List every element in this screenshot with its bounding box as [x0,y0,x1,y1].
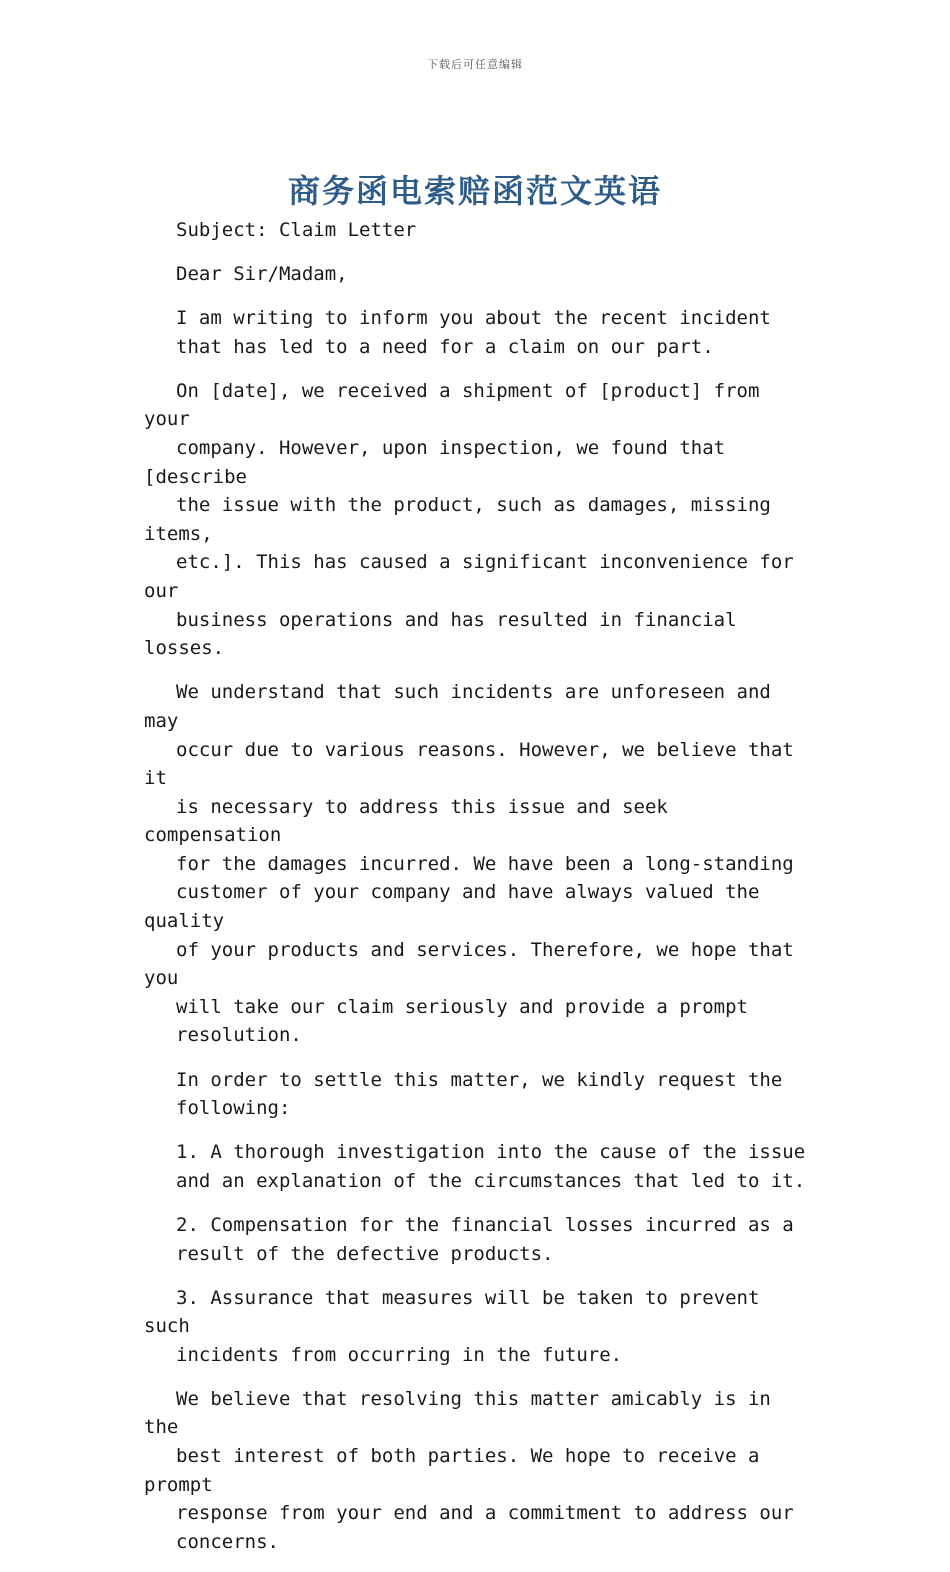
paragraph [144,377,814,663]
paragraph-line: 3. Assurance that measures will be taken to prevent such [144,1286,771,1338]
paragraph-line: resolution. [176,1024,302,1047]
paragraph-line: that has led to a need for a claim on our part. [176,335,714,358]
paragraph-line: will take our claim seriously and provide a prompt [176,995,748,1018]
paragraph-line: On [date], we received a shipment of [product] from your [144,379,771,431]
paragraph-line: 2. Compensation for the financial losses incurred as a [176,1213,794,1236]
paragraph-line: and an explanation of the circumstances that led to it. [176,1169,806,1192]
paragraph-line: occur due to various reasons. However, we believe that it [144,738,806,790]
paragraph-line: result of the defective products. [176,1242,554,1265]
paragraph [144,216,814,245]
document-title: 商务函电索赔函范文英语 [287,172,662,210]
paragraph-line: concerns. [176,1530,279,1553]
paragraph-line: business operations and has resulted in financial losses. [144,608,748,660]
paragraph [144,678,814,1050]
paragraph [144,1284,814,1370]
paragraph-line: the issue with the product, such as damages, missing items, [144,494,783,545]
paragraph-line: response from your end and a commitment to address our [176,1502,794,1525]
header-note: 下载后可任意编辑 [427,58,523,71]
paragraph [144,1138,814,1195]
paragraph-line: etc.]. This has caused a significant inconvenience for our [144,551,806,603]
paragraph [144,1211,814,1268]
paragraph-line: incidents from occurring in the future. [176,1343,623,1366]
paragraph-line: We believe that resolving this matter amicably is in the [144,1387,783,1439]
paragraph-line: customer of your company and have always valued the quality [144,881,771,933]
paragraph-line: I am writing to inform you about the recent incident [176,307,771,330]
paragraph-line: We understand that such incidents are unforeseen and may [144,681,783,732]
paragraph-line: following: [176,1097,291,1120]
paragraph [144,260,814,289]
paragraph [144,304,814,361]
paragraph-line: for the damages incurred. We have been a long-standing [176,852,794,875]
paragraph-line: 1. A thorough investigation into the cause of the issue [176,1141,806,1164]
paragraph-line: Subject: Claim Letter [176,219,417,241]
paragraph [144,1066,814,1123]
paragraph-line: In order to settle this matter, we kindly request the [176,1068,783,1091]
paragraph-line: company. However, upon inspection, we found that [describe [144,437,737,488]
paragraph-line: Dear Sir/Madam, [176,263,348,286]
document-body [144,216,814,1572]
paragraph [144,1385,814,1557]
paragraph-line: best interest of both parties. We hope to receive a prompt [144,1445,771,1496]
paragraph-line: of your products and services. Therefore, we hope that you [144,938,806,990]
paragraph-line: is necessary to address this issue and seek compensation [144,795,680,847]
